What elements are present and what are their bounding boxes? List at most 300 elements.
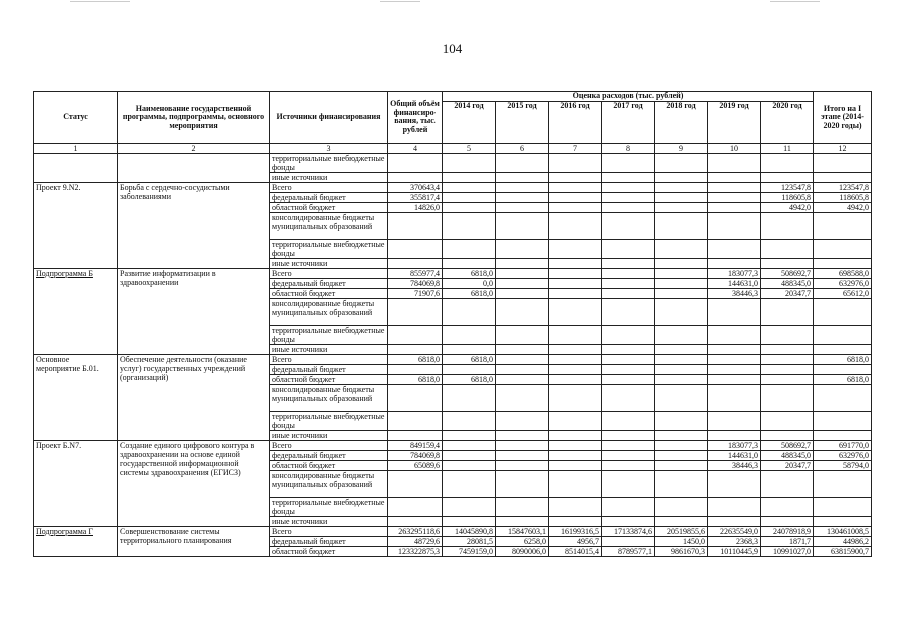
row-year-value xyxy=(602,374,655,384)
row-year-value xyxy=(761,298,814,325)
row-year-value xyxy=(496,440,549,450)
row-year-value: 183077,3 xyxy=(708,440,761,450)
row-stage-total: 123547,8 xyxy=(814,182,872,192)
row-year-value xyxy=(655,202,708,212)
row-total: 14826,0 xyxy=(388,202,443,212)
row-year-value xyxy=(496,298,549,325)
row-year-value: 2368,3 xyxy=(708,536,761,546)
row-status: Проект Б.N7. xyxy=(34,440,118,526)
row-stage-total: 632976,0 xyxy=(814,450,872,460)
row-total xyxy=(388,497,443,516)
row-stage-total: 632976,0 xyxy=(814,278,872,288)
row-year-value: 8789577,1 xyxy=(602,546,655,556)
row-year-value xyxy=(549,374,602,384)
row-year-value xyxy=(708,258,761,268)
row-year-value xyxy=(443,258,496,268)
row-stage-total: 130461008,5 xyxy=(814,526,872,536)
row-year-value: 1871,7 xyxy=(761,536,814,546)
row-total: 263295118,6 xyxy=(388,526,443,536)
row-year-value xyxy=(443,212,496,239)
row-year-value xyxy=(602,172,655,182)
row-year-value xyxy=(708,364,761,374)
row-year-value xyxy=(549,430,602,440)
row-year-value xyxy=(602,430,655,440)
row-total xyxy=(388,258,443,268)
row-year-value xyxy=(655,325,708,344)
row-source: федеральный бюджет xyxy=(270,364,388,374)
row-year-value xyxy=(549,516,602,526)
row-year-value xyxy=(549,298,602,325)
row-program-name: Совершенствование системы территориального планирования xyxy=(118,526,270,556)
row-source: областной бюджет xyxy=(270,202,388,212)
row-status: Подпрограмма Б xyxy=(34,268,118,354)
header-year-3: 2016 год xyxy=(549,101,602,143)
row-year-value xyxy=(655,470,708,497)
row-year-value xyxy=(708,497,761,516)
row-year-value xyxy=(549,440,602,450)
row-year-value xyxy=(602,298,655,325)
column-number: 1 xyxy=(34,143,118,153)
header-total: Общий объём финансиро-вания, тыс. рублей xyxy=(388,92,443,144)
row-year-value xyxy=(655,411,708,430)
row-year-value xyxy=(655,258,708,268)
row-year-value xyxy=(708,212,761,239)
row-year-value xyxy=(655,364,708,374)
row-year-value xyxy=(708,384,761,411)
column-number: 11 xyxy=(761,143,814,153)
row-year-value xyxy=(549,182,602,192)
row-year-value: 22635549,0 xyxy=(708,526,761,536)
row-year-value xyxy=(443,172,496,182)
row-source: федеральный бюджет xyxy=(270,192,388,202)
column-number: 6 xyxy=(496,143,549,153)
row-year-value xyxy=(549,325,602,344)
row-year-value: 508692,7 xyxy=(761,440,814,450)
row-year-value xyxy=(655,153,708,172)
row-year-value xyxy=(602,344,655,354)
row-stage-total xyxy=(814,364,872,374)
row-year-value: 17133874,6 xyxy=(602,526,655,536)
row-year-value: 6258,0 xyxy=(496,536,549,546)
row-total xyxy=(388,239,443,258)
row-year-value xyxy=(761,354,814,364)
row-year-value xyxy=(443,384,496,411)
row-year-value xyxy=(761,344,814,354)
row-year-value: 144631,0 xyxy=(708,278,761,288)
row-year-value: 28081,5 xyxy=(443,536,496,546)
column-number: 2 xyxy=(118,143,270,153)
row-source: иные источники xyxy=(270,516,388,526)
row-year-value xyxy=(761,258,814,268)
row-year-value: 4956,7 xyxy=(549,536,602,546)
row-source: федеральный бюджет xyxy=(270,450,388,460)
row-year-value: 4942,0 xyxy=(761,202,814,212)
header-sources: Источники финансирования xyxy=(270,92,388,144)
row-stage-total xyxy=(814,384,872,411)
row-source: областной бюджет xyxy=(270,374,388,384)
row-total xyxy=(388,212,443,239)
row-year-value xyxy=(549,344,602,354)
row-year-value: 38446,3 xyxy=(708,288,761,298)
row-year-value xyxy=(496,374,549,384)
row-year-value xyxy=(496,258,549,268)
row-year-value xyxy=(496,497,549,516)
row-total xyxy=(388,411,443,430)
row-year-value xyxy=(655,384,708,411)
row-total: 48729,6 xyxy=(388,536,443,546)
table-row xyxy=(34,153,872,172)
row-year-value xyxy=(655,172,708,182)
row-source: областной бюджет xyxy=(270,460,388,470)
row-year-value xyxy=(496,411,549,430)
row-year-value xyxy=(602,411,655,430)
row-year-value: 14045890,8 xyxy=(443,526,496,536)
row-year-value xyxy=(443,202,496,212)
row-total xyxy=(388,364,443,374)
row-year-value xyxy=(496,325,549,344)
row-year-value xyxy=(602,153,655,172)
row-year-value xyxy=(496,364,549,374)
row-source: Всего xyxy=(270,526,388,536)
row-year-value xyxy=(708,172,761,182)
row-total: 370643,4 xyxy=(388,182,443,192)
row-source: территориальные внебюджетные фонды xyxy=(270,153,388,172)
row-year-value xyxy=(443,460,496,470)
row-year-value xyxy=(761,212,814,239)
row-year-value xyxy=(443,470,496,497)
row-year-value xyxy=(496,516,549,526)
row-source: Всего xyxy=(270,182,388,192)
row-year-value xyxy=(708,354,761,364)
row-year-value xyxy=(496,460,549,470)
row-year-value: 488345,0 xyxy=(761,278,814,288)
row-year-value xyxy=(602,325,655,344)
row-year-value: 1450,0 xyxy=(655,536,708,546)
row-year-value: 15847603,1 xyxy=(496,526,549,536)
row-year-value xyxy=(496,172,549,182)
row-year-value xyxy=(655,516,708,526)
row-year-value xyxy=(443,192,496,202)
row-program-name: Создание единого цифрового контура в здравоохранении на основе единой государственной информационной системы здравоохранения (ЕГИСЗ) xyxy=(118,440,270,526)
row-year-value xyxy=(549,278,602,288)
row-total: 784069,8 xyxy=(388,450,443,460)
row-program-name: Развитие информатизации в здравоохранении xyxy=(118,268,270,354)
row-year-value: 20347,7 xyxy=(761,460,814,470)
row-status: Проект 9.N2. xyxy=(34,182,118,268)
row-stage-total xyxy=(814,258,872,268)
row-total xyxy=(388,172,443,182)
row-year-value xyxy=(549,354,602,364)
row-year-value xyxy=(761,364,814,374)
row-total xyxy=(388,298,443,325)
row-stage-total xyxy=(814,411,872,430)
row-source: федеральный бюджет xyxy=(270,536,388,546)
row-year-value xyxy=(602,460,655,470)
row-year-value xyxy=(602,258,655,268)
row-year-value xyxy=(655,430,708,440)
row-year-value xyxy=(708,202,761,212)
column-number: 3 xyxy=(270,143,388,153)
row-total: 6818,0 xyxy=(388,354,443,364)
row-year-value xyxy=(602,450,655,460)
row-year-value xyxy=(761,411,814,430)
row-stage-total xyxy=(814,430,872,440)
row-status xyxy=(34,153,118,182)
row-year-value xyxy=(549,450,602,460)
row-year-value: 7459159,0 xyxy=(443,546,496,556)
row-year-value xyxy=(708,182,761,192)
row-year-value xyxy=(655,354,708,364)
top-rule-right xyxy=(770,1,820,2)
row-stage-total: 58794,0 xyxy=(814,460,872,470)
header-program: Наименование государственной программы, подпрограммы, основного мероприятия xyxy=(118,92,270,144)
row-year-value xyxy=(708,516,761,526)
header-year-7: 2020 год xyxy=(761,101,814,143)
row-year-value xyxy=(655,212,708,239)
row-year-value xyxy=(602,192,655,202)
row-year-value: 123547,8 xyxy=(761,182,814,192)
row-year-value xyxy=(496,384,549,411)
row-stage-total xyxy=(814,212,872,239)
row-total xyxy=(388,516,443,526)
row-stage-total: 44986,2 xyxy=(814,536,872,546)
row-year-value: 6818,0 xyxy=(443,354,496,364)
row-source: областной бюджет xyxy=(270,288,388,298)
row-year-value xyxy=(549,258,602,268)
row-year-value xyxy=(443,364,496,374)
row-year-value xyxy=(761,470,814,497)
row-year-value xyxy=(602,440,655,450)
row-year-value xyxy=(761,153,814,172)
row-stage-total: 6818,0 xyxy=(814,354,872,364)
row-year-value: 144631,0 xyxy=(708,450,761,460)
row-program-name: Борьба с сердечно-сосудистыми заболеваниями xyxy=(118,182,270,268)
row-year-value xyxy=(655,450,708,460)
page-number: 104 xyxy=(442,41,463,56)
row-year-value xyxy=(602,202,655,212)
row-total xyxy=(388,325,443,344)
row-year-value xyxy=(549,212,602,239)
row-year-value xyxy=(602,278,655,288)
row-year-value xyxy=(443,344,496,354)
header-year-4: 2017 год xyxy=(602,101,655,143)
row-year-value xyxy=(549,268,602,278)
row-year-value: 24078918,9 xyxy=(761,526,814,536)
row-year-value: 6818,0 xyxy=(443,288,496,298)
row-year-value xyxy=(549,497,602,516)
row-total: 71907,6 xyxy=(388,288,443,298)
row-total xyxy=(388,430,443,440)
row-year-value xyxy=(602,239,655,258)
row-year-value: 183077,3 xyxy=(708,268,761,278)
row-status: Подпрограмма Г xyxy=(34,526,118,556)
row-year-value xyxy=(708,192,761,202)
column-number: 9 xyxy=(655,143,708,153)
row-year-value xyxy=(655,298,708,325)
row-source: областной бюджет xyxy=(270,546,388,556)
row-total: 849159,4 xyxy=(388,440,443,450)
row-year-value: 20519855,6 xyxy=(655,526,708,536)
row-stage-total: 698588,0 xyxy=(814,268,872,278)
row-year-value xyxy=(443,430,496,440)
row-source: консолидированные бюджеты муниципальных образований xyxy=(270,470,388,497)
row-year-value: 8514015,4 xyxy=(549,546,602,556)
row-year-value xyxy=(443,440,496,450)
row-stage-total: 65612,0 xyxy=(814,288,872,298)
row-year-value xyxy=(708,153,761,172)
row-year-value: 508692,7 xyxy=(761,268,814,278)
row-source: консолидированные бюджеты муниципальных образований xyxy=(270,212,388,239)
row-year-value xyxy=(496,470,549,497)
header-year-5: 2018 год xyxy=(655,101,708,143)
row-total xyxy=(388,344,443,354)
row-year-value xyxy=(602,516,655,526)
row-year-value xyxy=(549,384,602,411)
row-year-value xyxy=(761,172,814,182)
row-year-value xyxy=(496,288,549,298)
row-year-value xyxy=(655,460,708,470)
header-estimate: Оценка расходов (тыс. рублей) xyxy=(443,92,814,102)
row-year-value xyxy=(708,430,761,440)
row-year-value: 6818,0 xyxy=(443,268,496,278)
row-year-value xyxy=(496,153,549,172)
row-source: иные источники xyxy=(270,344,388,354)
row-year-value xyxy=(496,182,549,192)
row-year-value xyxy=(655,440,708,450)
row-year-value xyxy=(602,536,655,546)
row-year-value xyxy=(549,202,602,212)
row-year-value xyxy=(496,430,549,440)
table-row xyxy=(34,182,872,192)
row-year-value xyxy=(443,497,496,516)
row-year-value xyxy=(443,411,496,430)
row-year-value xyxy=(443,298,496,325)
row-year-value xyxy=(602,470,655,497)
row-year-value xyxy=(761,239,814,258)
row-total xyxy=(388,384,443,411)
row-stage-total xyxy=(814,298,872,325)
row-year-value: 6818,0 xyxy=(443,374,496,384)
table-row xyxy=(34,268,872,278)
row-source: Всего xyxy=(270,268,388,278)
row-year-value xyxy=(655,239,708,258)
row-year-value xyxy=(496,354,549,364)
row-year-value xyxy=(761,430,814,440)
header-year-2: 2015 год xyxy=(496,101,549,143)
row-source: территориальные внебюджетные фонды xyxy=(270,497,388,516)
row-year-value xyxy=(602,364,655,374)
row-program-name: Обеспечение деятельности (оказание услуг) государственных учреждений (организаций) xyxy=(118,354,270,440)
row-year-value: 9861670,3 xyxy=(655,546,708,556)
row-stage-total xyxy=(814,344,872,354)
row-year-value xyxy=(549,153,602,172)
row-source: территориальные внебюджетные фонды xyxy=(270,325,388,344)
row-total: 65089,6 xyxy=(388,460,443,470)
row-year-value xyxy=(443,182,496,192)
table-row xyxy=(34,526,872,536)
row-total: 6818,0 xyxy=(388,374,443,384)
row-source: территориальные внебюджетные фонды xyxy=(270,239,388,258)
row-stage-total xyxy=(814,239,872,258)
row-year-value xyxy=(443,239,496,258)
row-stage-total: 63815900,7 xyxy=(814,546,872,556)
table-row xyxy=(34,440,872,450)
row-year-value xyxy=(443,516,496,526)
header-stage-total: Итого на I этапе (2014-2020 годы) xyxy=(814,92,872,144)
row-year-value xyxy=(443,325,496,344)
row-total xyxy=(388,470,443,497)
row-year-value xyxy=(496,202,549,212)
row-year-value xyxy=(761,325,814,344)
row-year-value xyxy=(443,153,496,172)
row-year-value xyxy=(761,384,814,411)
row-stage-total: 691770,0 xyxy=(814,440,872,450)
row-stage-total xyxy=(814,172,872,182)
row-year-value xyxy=(761,374,814,384)
row-status: Основное мероприятие Б.01. xyxy=(34,354,118,440)
row-year-value xyxy=(761,516,814,526)
row-year-value: 118605,8 xyxy=(761,192,814,202)
row-year-value xyxy=(549,172,602,182)
row-year-value: 488345,0 xyxy=(761,450,814,460)
row-year-value xyxy=(708,239,761,258)
row-year-value xyxy=(443,450,496,460)
row-year-value: 38446,3 xyxy=(708,460,761,470)
row-stage-total xyxy=(814,325,872,344)
row-year-value xyxy=(549,192,602,202)
row-total: 855977,4 xyxy=(388,268,443,278)
row-year-value xyxy=(549,288,602,298)
row-year-value xyxy=(602,182,655,192)
row-year-value xyxy=(655,268,708,278)
row-year-value: 16199316,5 xyxy=(549,526,602,536)
row-year-value xyxy=(602,268,655,278)
row-total xyxy=(388,153,443,172)
row-year-value xyxy=(708,411,761,430)
row-year-value xyxy=(655,497,708,516)
row-year-value xyxy=(549,411,602,430)
row-year-value: 20347,7 xyxy=(761,288,814,298)
row-stage-total xyxy=(814,516,872,526)
column-number: 7 xyxy=(549,143,602,153)
row-year-value xyxy=(496,192,549,202)
row-program-name xyxy=(118,153,270,182)
row-source: консолидированные бюджеты муниципальных образований xyxy=(270,298,388,325)
row-year-value xyxy=(708,344,761,354)
row-year-value xyxy=(496,212,549,239)
row-stage-total: 4942,0 xyxy=(814,202,872,212)
top-rule-left xyxy=(70,1,130,2)
row-source: федеральный бюджет xyxy=(270,278,388,288)
row-year-value xyxy=(602,497,655,516)
row-stage-total xyxy=(814,497,872,516)
row-year-value: 0,0 xyxy=(443,278,496,288)
row-year-value xyxy=(708,470,761,497)
row-year-value xyxy=(761,497,814,516)
row-year-value xyxy=(549,460,602,470)
row-year-value xyxy=(496,344,549,354)
row-source: Всего xyxy=(270,440,388,450)
row-year-value xyxy=(549,470,602,497)
row-year-value xyxy=(602,384,655,411)
row-year-value xyxy=(496,278,549,288)
row-year-value xyxy=(655,182,708,192)
header-year-6: 2019 год xyxy=(708,101,761,143)
column-number: 5 xyxy=(443,143,496,153)
financing-table xyxy=(33,91,872,557)
row-stage-total: 6818,0 xyxy=(814,374,872,384)
row-year-value xyxy=(496,239,549,258)
